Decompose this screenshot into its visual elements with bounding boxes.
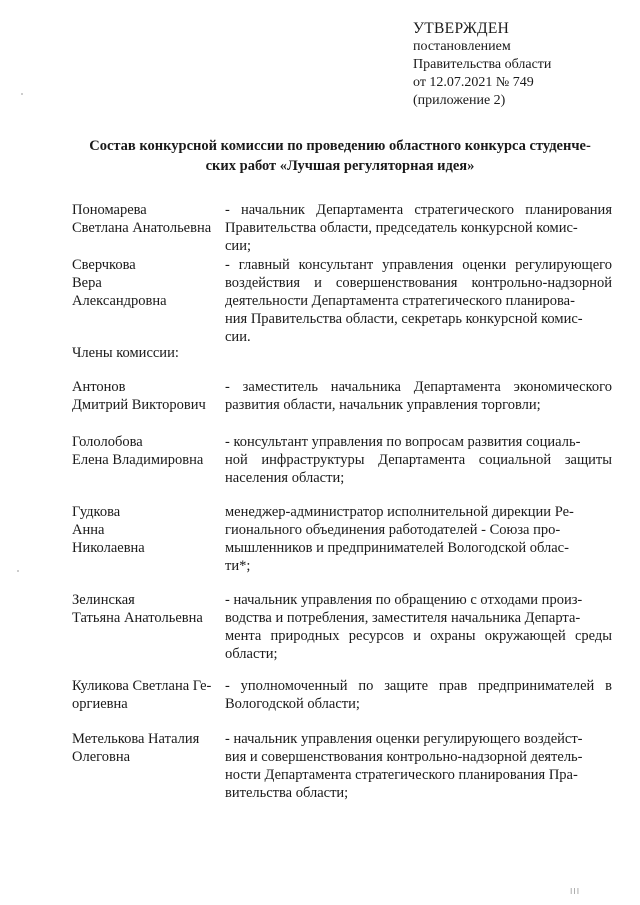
document-title-line: Состав конкурсной комиссии по проведению областного конкурса студенче- (89, 138, 591, 154)
approval-line: Правительства области (413, 57, 552, 72)
approval-line: от 12.07.2021 № 749 (413, 75, 534, 90)
member-role: - заместитель начальника Департамента экономического развития области, начальник управления торговли; (225, 379, 612, 413)
approval-line: (приложение 2) (413, 93, 506, 108)
member-role: менеджер-администратор исполнительной дирекции Ре- гионального объединения работодателей - Союза про- мышленников и предпринимателей Вологодской облас- ти*; (225, 504, 574, 574)
member-name: Зелинская Татьяна Анатольевна (72, 592, 203, 626)
approval-stamp (413, 20, 551, 110)
scan-speck (17, 570, 19, 572)
member-name: Пономарева Светлана Анатольевна (72, 202, 212, 236)
approval-title: УТВЕРЖДЕН (413, 20, 510, 37)
member-role: - консультант управления по вопросам развития социаль- ной инфраструктуры Департамента социальной защиты населения области; (225, 434, 612, 486)
approval-line: постановлением (413, 39, 511, 54)
member-name: Куликова Светлана Ге- оргиевна (72, 678, 212, 712)
member-role: - начальник управления оценки регулирующего воздейст- вия и совершенствования контрольно-надзорной деятель- ности Департамента стратегического планирования Пра- вительства области; (225, 731, 583, 801)
member-name: Антонов Дмитрий Викторович (72, 379, 206, 413)
member-name: Гололобова Елена Владимировна (72, 434, 204, 468)
document-title-line: ских работ «Лучшая регуляторная идея» (205, 158, 475, 174)
member-role: - начальник управления по обращению с отходами произ- водства и потребления, заместителя начальника Департа- мента природных ресурсов и охраны окружающей среды области; (225, 592, 612, 662)
member-name: Гудкова Анна Николаевна (72, 504, 145, 556)
page-mark: III (570, 887, 581, 896)
document-title (60, 136, 620, 176)
members-label: Члены комиссии: (72, 345, 179, 361)
member-role: - уполномоченный по защите прав предпринимателей в Вологодской области; (225, 678, 612, 712)
member-name: Сверчкова Вера Александровна (72, 257, 167, 309)
member-name: Метелькова Наталия Олеговна (72, 731, 200, 765)
member-role: - главный консультант управления оценки регулирующего воздействия и совершенствования контрольно-надзорной деятельности Департамента стратегического планирова- ния Правительства области, секретарь конкурсной комис- сии. (225, 257, 612, 345)
member-role: - начальник Департамента стратегического планирования Правительства области, председатель конкурсной комис- сии; (225, 202, 612, 254)
scan-speck (21, 93, 23, 95)
